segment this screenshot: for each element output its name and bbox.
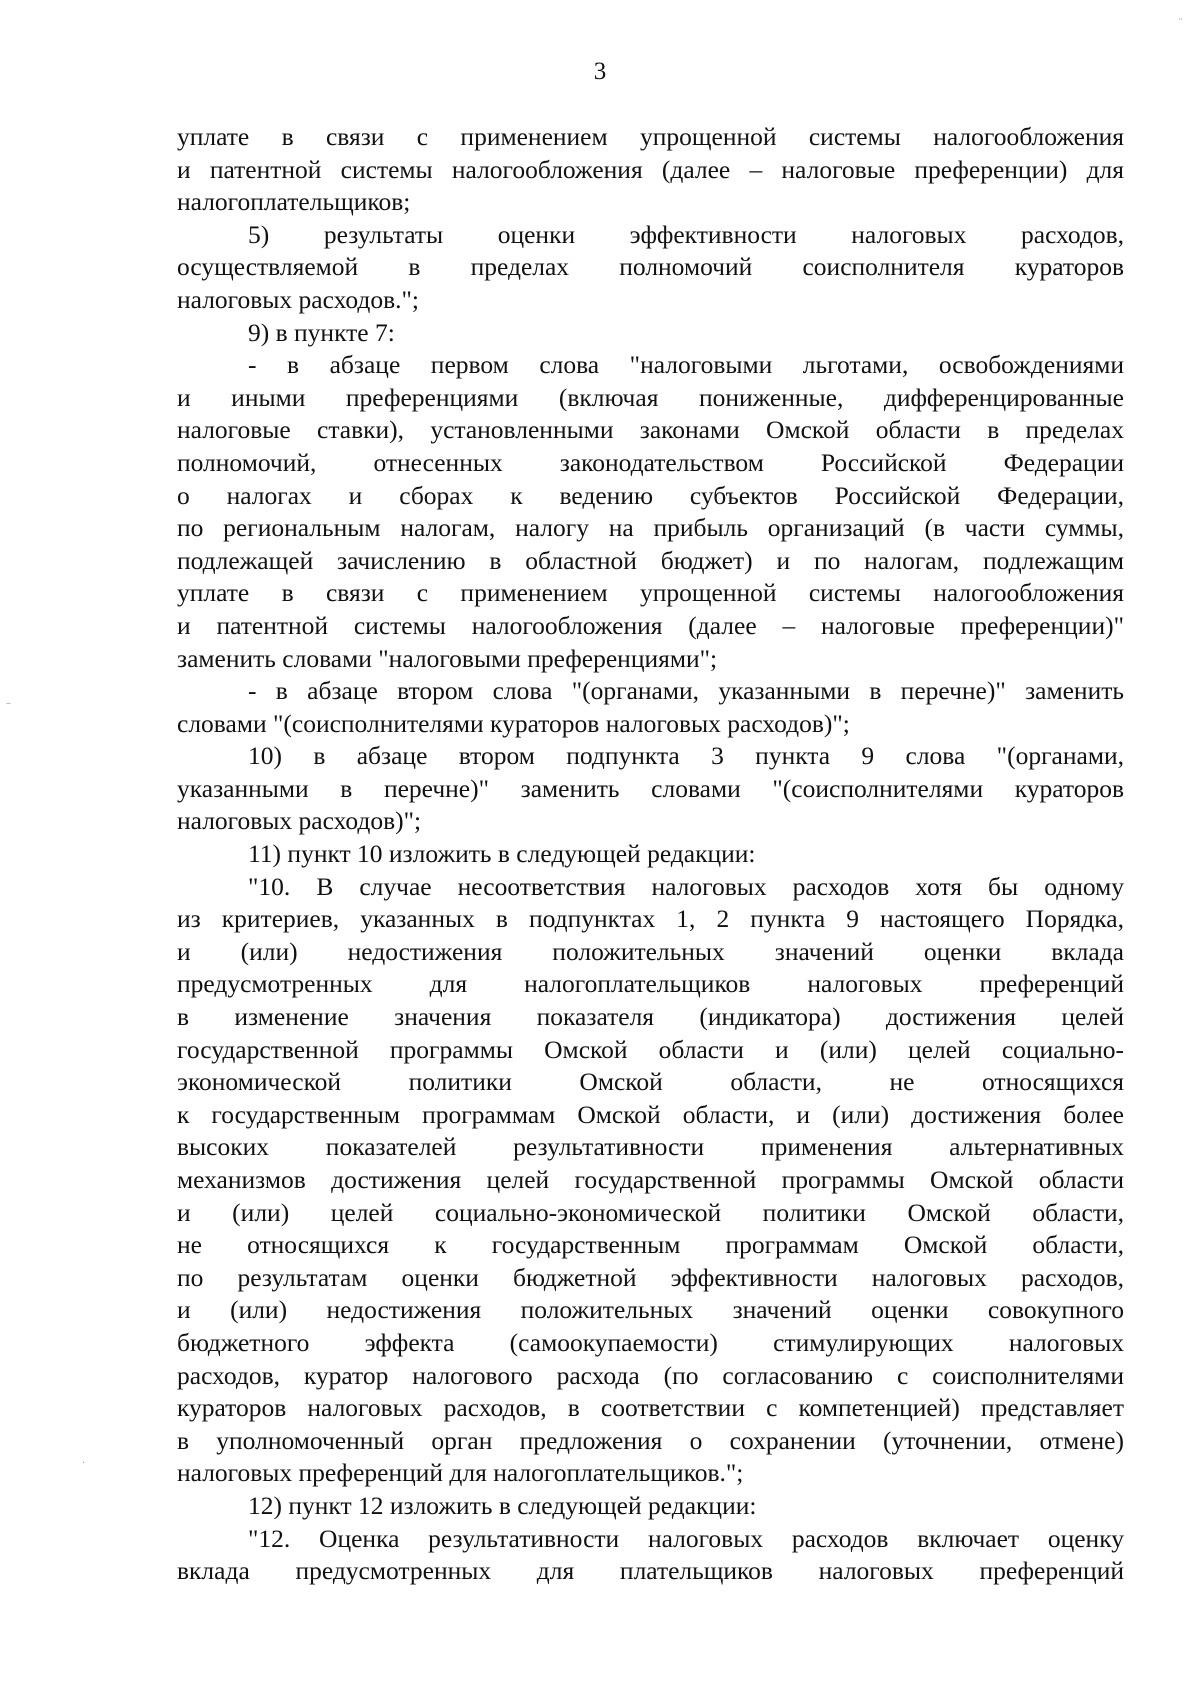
text-line: и патентной системы налогообложения (далее – налоговые преференции) для bbox=[177, 154, 1124, 184]
text-line: в уполномоченный орган предложения о сохранении (уточнении, отмене) bbox=[177, 1425, 1124, 1455]
text-line: - в абзаце втором слова "(органами, указанными в перечне)" заменить bbox=[248, 676, 1124, 706]
text-line: в изменение значения показателя (индикатора) достижения целей bbox=[177, 1002, 1124, 1032]
text-line: 10) в абзаце втором подпункта 3 пункта 9 слова "(органами, bbox=[248, 741, 1124, 771]
text-line: вклада предусмотренных для плательщиков налоговых преференций bbox=[177, 1556, 1124, 1586]
text-line: к государственным программам Омской области, и (или) достижения более bbox=[177, 1099, 1124, 1129]
document-body bbox=[177, 121, 1124, 1588]
text-line: 5) результаты оценки эффективности налоговых расходов, bbox=[248, 219, 1124, 249]
text-line: полномочий, отнесенных законодательством Российской Федерации bbox=[177, 447, 1124, 477]
scan-artifact: ¨ bbox=[1178, 18, 1183, 29]
text-line: подлежащей зачислению в областной бюджет) и по налогам, подлежащим bbox=[177, 545, 1124, 575]
text-line: не относящихся к государственным программам Омской области, bbox=[177, 1230, 1124, 1260]
text-line: словами "(соисполнителями кураторов налоговых расходов)"; bbox=[177, 708, 850, 738]
text-line: по результатам оценки бюджетной эффективности налоговых расходов, bbox=[177, 1262, 1124, 1292]
scan-artifact: · bbox=[82, 1458, 86, 1469]
text-line: налогоплательщиков; bbox=[177, 187, 411, 217]
text-line: и патентной системы налогообложения (далее – налоговые преференции)" bbox=[177, 610, 1124, 640]
text-line: 12) пункт 12 изложить в следующей редакции: bbox=[248, 1490, 757, 1520]
text-line: предусмотренных для налогоплательщиков налоговых преференций bbox=[177, 969, 1124, 999]
text-line: - в абзаце первом слова "налоговыми льготами, освобождениями bbox=[248, 350, 1124, 380]
text-line: механизмов достижения целей государственной программы Омской области bbox=[177, 1165, 1124, 1194]
text-line: налоговые ставки), установленными законами Омской области в пределах bbox=[177, 415, 1124, 445]
page-number: 3 bbox=[593, 58, 607, 85]
text-line: расходов, куратор налогового расхода (по согласованию с соисполнителями bbox=[177, 1360, 1124, 1390]
text-line: и (или) недостижения положительных значений оценки вклада bbox=[177, 936, 1124, 966]
text-line: о налогах и сборах к ведению субъектов Российской Федерации, bbox=[177, 480, 1124, 510]
text-line: 9) в пункте 7: bbox=[248, 317, 395, 347]
text-line: заменить словами "налоговыми преференциями"; bbox=[177, 643, 718, 673]
text-line: налоговых преференций для налогоплательщиков."; bbox=[177, 1458, 744, 1488]
text-line: налоговых расходов)"; bbox=[177, 806, 422, 836]
text-line: "10. В случае несоответствия налоговых расходов хотя бы одному bbox=[248, 871, 1124, 901]
text-line: государственной программы Омской области и (или) целей социально- bbox=[177, 1034, 1124, 1064]
text-line: уплате в связи с применением упрощенной системы налогообложения bbox=[177, 122, 1124, 151]
text-line: осуществляемой в пределах полномочий соисполнителя кураторов bbox=[177, 252, 1124, 282]
text-line: и иными преференциями (включая пониженные, дифференцированные bbox=[177, 382, 1124, 412]
text-line: "12. Оценка результативности налоговых расходов включает оценку bbox=[248, 1523, 1124, 1553]
text-line: и (или) недостижения положительных значений оценки совокупного bbox=[177, 1295, 1124, 1325]
text-line: высоких показателей результативности применения альтернативных bbox=[177, 1132, 1124, 1162]
text-line: бюджетного эффекта (самоокупаемости) стимулирующих налоговых bbox=[177, 1327, 1124, 1357]
text-line: 11) пункт 10 изложить в следующей редакции: bbox=[248, 839, 756, 869]
text-line: кураторов налоговых расходов, в соответствии с компетенцией) представляет bbox=[177, 1393, 1124, 1423]
text-line: указанными в перечне)" заменить словами "(соисполнителями кураторов bbox=[177, 773, 1124, 803]
text-line: налоговых расходов."; bbox=[177, 284, 420, 314]
text-line: и (или) целей социально-экономической политики Омской области, bbox=[177, 1197, 1124, 1227]
scan-artifact: – bbox=[6, 698, 11, 709]
text-line: уплате в связи с применением упрощенной системы налогообложения bbox=[177, 578, 1124, 608]
text-line: экономической политики Омской области, не относящихся bbox=[177, 1067, 1124, 1097]
text-line: по региональным налогам, налогу на прибыль организаций (в части суммы, bbox=[177, 513, 1124, 543]
text-line: из критериев, указанных в подпунктах 1, 2 пункта 9 настоящего Порядка, bbox=[177, 904, 1124, 934]
